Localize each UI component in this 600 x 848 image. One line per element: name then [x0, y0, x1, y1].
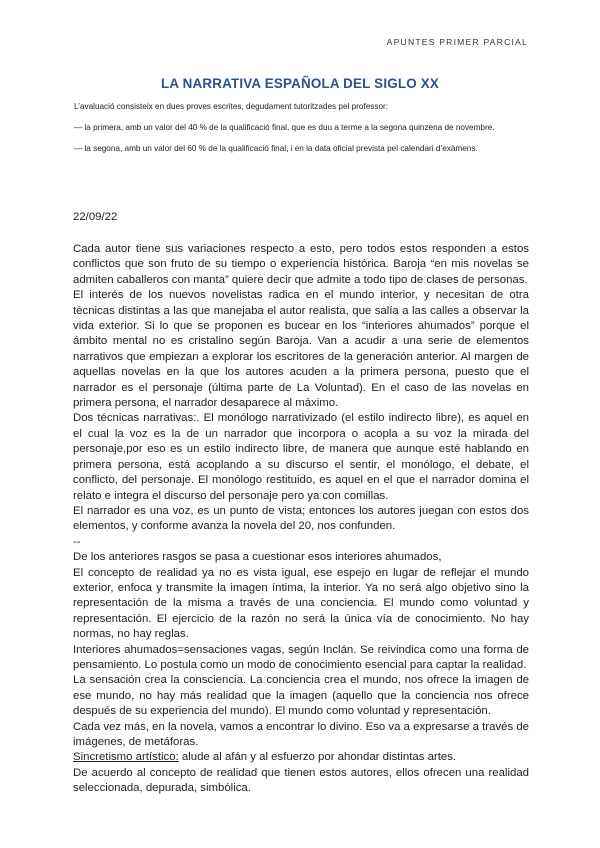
separator: --: [73, 535, 81, 548]
paragraph: El interés de los nuevos novelistas radica en el mundo interior, y necesitan de otra técnicas distintas a las que manejaba el autor realista, que salía a las calles a observar la vida exterior. Si lo que se proponen es bucear en los “interiores ahumados” porque el ámbito mental no es cristalino según Baroja. Van a acudir a una serie de elementos narrativos que empiezan a explorar los escritores de la generación anterior. Al margen de aquellas novelas en la que los autores acuden a la primera persona, puesto que el narrador es el personaje (última parte de La Voluntad). En el caso de las novelas en primera persona, el narrador desaparece al máximo.: [73, 289, 529, 410]
paragraph: El narrador es una voz, es un punto de vista; entonces los autores juegan con estos dos elementos, y conforme avanza la novela del 20, nos confunden.: [73, 504, 529, 533]
intro-line: — la primera, amb un valor del 40 % de la qualificació final, que es duu a terme a la segona quinzena de novembre.: [74, 123, 495, 132]
paragraph: De los anteriores rasgos se pasa a cuestionar esos interiores ahumados,: [73, 551, 442, 564]
paragraph: La sensación crea la consciencia. La conciencia crea el mundo, nos ofrece la imagen de ese mundo, no hay más realidad que la imagen (aquello que la conciencia nos ofrece después de su experiencia del mundo). El mundo como voluntad y representación.: [73, 674, 529, 718]
underlined-term: Sincretismo artístico:: [73, 751, 179, 764]
paragraph: [73, 750, 529, 765]
paragraph: El concepto de realidad ya no es vista igual, ese espejo en lugar de reflejar el mundo exterior, enfoca y transmite la imagen íntima, la interior. Ya no será algo objetivo sino la representación de la misma a través de una conciencia. El mundo como voluntad y representación. El ejercicio de la razón no será la única vía de conocimiento. No hay normas, no hay reglas.: [73, 566, 529, 641]
paragraph: Cada autor tiene sus variaciones respecto a esto, pero todos estos responden a estos conflictos que son fruto de su tiempo o experiencia histórica. Baroja “en mis novelas se admiten caballeros con manta” quiere decir que admite a todo tipo de clases de personas.: [73, 243, 529, 286]
paragraph: Cada vez más, en la novela, vamos a encontrar lo divino. Eso va a expresarse a través de imágenes, de metáforas.: [73, 720, 529, 748]
running-header: APUNTES PRIMER PARCIAL: [386, 37, 528, 47]
term-definition: alude al afán y al esfuerzo por ahondar distintas artes.: [178, 751, 457, 764]
evaluation-intro: [74, 99, 536, 157]
intro-line: L’avaluació consisteix en dues proves escrites, degudament tutoritzades pel professor:: [74, 102, 389, 111]
paragraph: Interiores ahumados=sensaciones vagas, según Inclán. Se reivindica como una forma de pensamiento. Lo postula como un modo de conocimiento esencial para captar la realidad.: [73, 643, 529, 671]
paragraph: Dos técnicas narrativas:. El monólogo narrativizado (el estilo indirecto libre), es aquel en el cual la voz es la de un narrador que incorpora o acopla a su voz la mirada del personaje,por eso es un estilo indirecto libre, de manera que aunque esté hablando en primera persona, está acoplando a su discurso el sentir, el monólogo, el debate, el conflicto, del personaje. El monólogo restituido, es aquel en el que el narrador domina el relato e integra el discurso del personaje pero ya con comillas.: [73, 412, 529, 502]
notes-body: [73, 242, 529, 797]
document-title: LA NARRATIVA ESPAÑOLA DEL SIGLO XX: [160, 76, 440, 91]
entry-date: 22/09/22: [73, 211, 118, 223]
paragraph: De acuerdo al concepto de realidad que tienen estos autores, ellos ofrecen una realidad seleccionada, depurada, simbólica.: [73, 766, 529, 795]
intro-line: — la segona, amb un valor del 60 % de la qualificació final, i en la data oficial prevista pel calendari d’exàmens.: [74, 144, 478, 153]
